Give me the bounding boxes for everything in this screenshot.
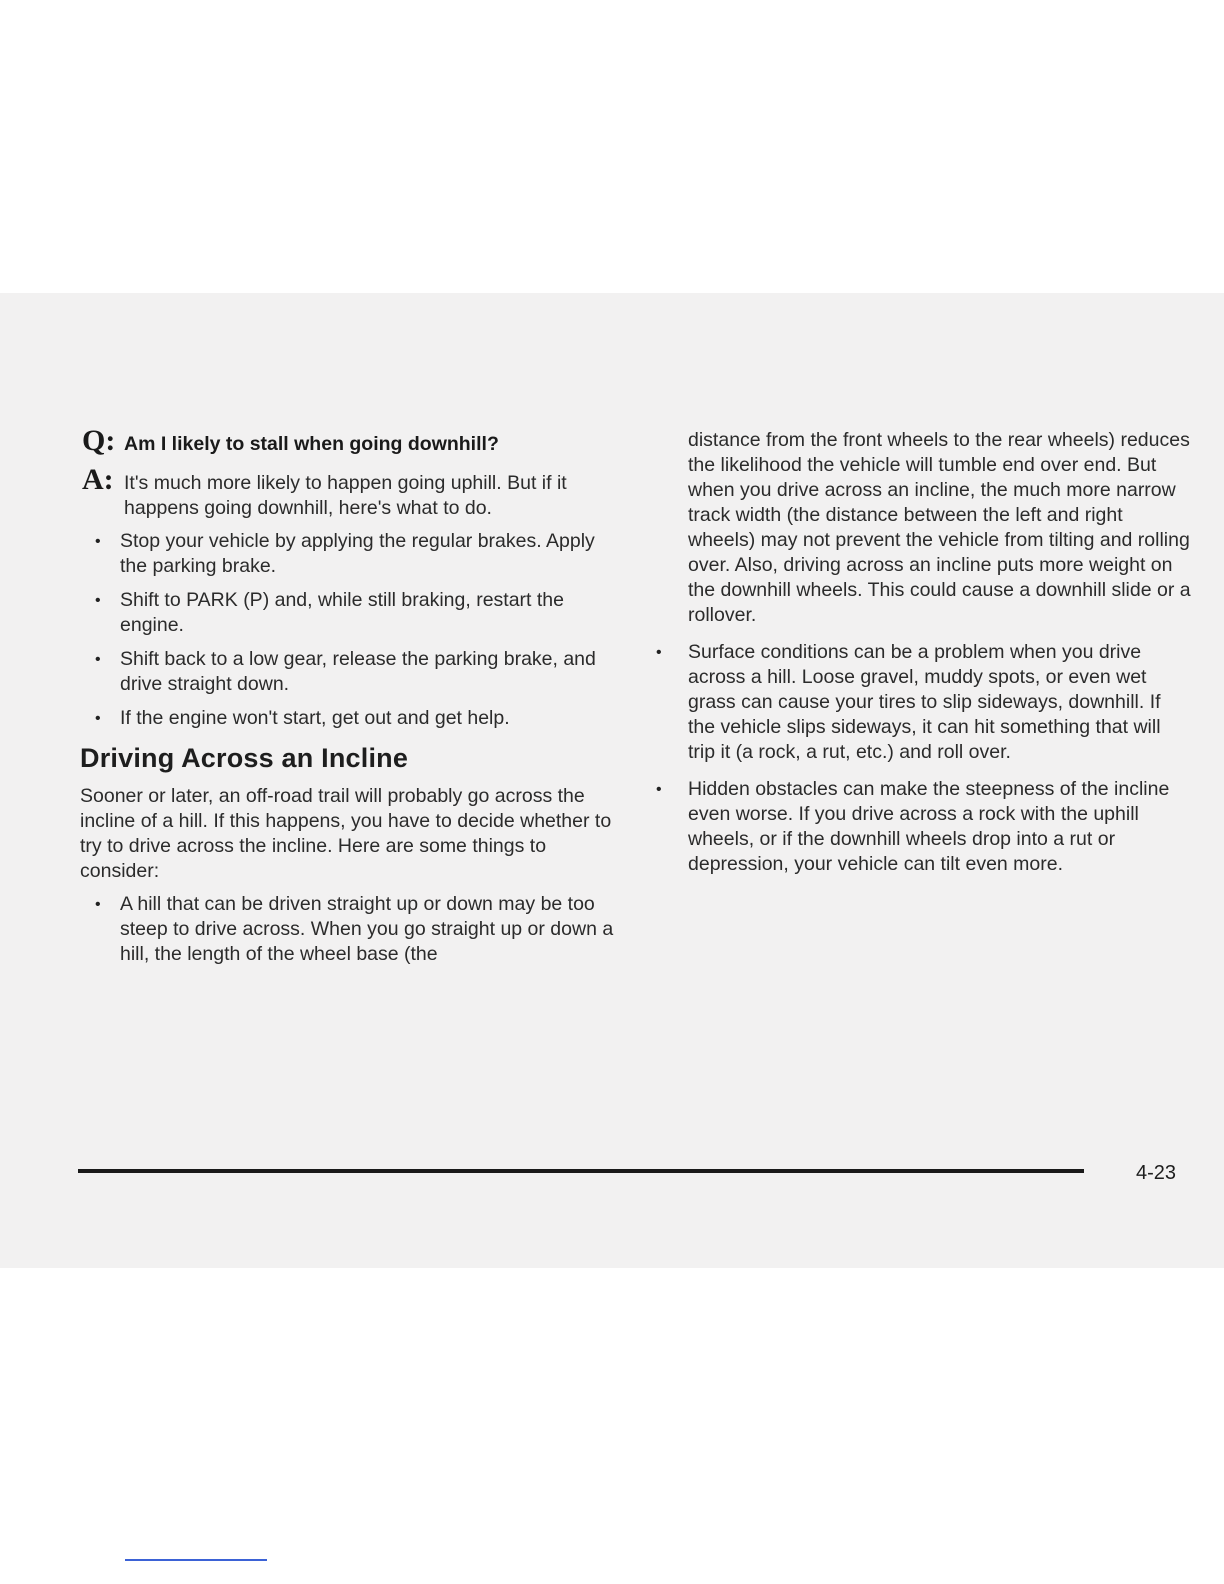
question-block <box>80 424 615 457</box>
bullet-icon: • <box>656 781 662 798</box>
incline-considerations-list-continued <box>656 640 1191 877</box>
bullet-icon: • <box>95 651 101 668</box>
bullet-icon: • <box>95 710 101 727</box>
question-text: Am I likely to stall when going downhill? <box>124 433 499 455</box>
list-item: • Shift back to a low gear, release the parking brake, and drive straight down. <box>95 648 596 695</box>
bullet-icon: • <box>95 896 101 913</box>
section-heading: Driving Across an Incline <box>80 743 409 773</box>
list-item: • A hill that can be driven straight up or down may be too steep to drive across. When you go straight up or down a hill, the length of the wheel base (the <box>95 893 614 965</box>
incline-considerations-list <box>80 892 615 967</box>
continued-bullet-text: distance from the front wheels to the rear wheels) reduces the likelihood the vehicle will tumble end over end. But when you drive across an incline, the much more narrow track width (the distance between the left and right wheels) may not prevent the vehicle from tilting and rolling over. Also, driving across an incline puts more weight on the downhill wheels. This could cause a downhill slide or a rollover. <box>688 429 1191 626</box>
list-item: • Stop your vehicle by applying the regular brakes. Apply the parking brake. <box>95 530 595 577</box>
bullet-icon: • <box>95 592 101 609</box>
section-intro: Sooner or later, an off-road trail will probably go across the incline of a hill. If this happens, you have to decide whether to try to drive across the incline. Here are some things to consider: <box>80 785 612 882</box>
list-item: • If the engine won't start, get out and get help. <box>95 707 510 729</box>
page-number: 4-23 <box>1136 1162 1177 1184</box>
bullet-icon: • <box>95 533 101 550</box>
right-column <box>656 428 1191 889</box>
answer-text: It's much more likely to happen going uphill. But if it happens going downhill, here's what to do. <box>124 472 567 519</box>
bullet-icon: • <box>656 644 662 661</box>
answer-mark-label: A: <box>82 463 114 496</box>
list-item: • Surface conditions can be a problem when you drive across a hill. Loose gravel, muddy spots, or even wet grass can cause your tires to slip sideways, downhill. If the vehicle slips sideways, it can hit something that will trip it (a rock, a rut, etc.) and roll over. <box>656 641 1161 763</box>
bottom-link-underline <box>125 1559 267 1561</box>
list-item: • Shift to PARK (P) and, while still braking, restart the engine. <box>95 589 564 636</box>
stall-steps-list <box>80 529 615 731</box>
footer-divider <box>78 1169 1084 1173</box>
list-item: • Hidden obstacles can make the steepness of the incline even worse. If you drive across a rock with the uphill wheels, or if the downhill wheels drop into a rut or depression, your vehicle can tilt even more. <box>656 778 1170 875</box>
left-column <box>80 424 615 976</box>
answer-block <box>80 463 615 521</box>
question-mark-label: Q: <box>82 424 116 457</box>
